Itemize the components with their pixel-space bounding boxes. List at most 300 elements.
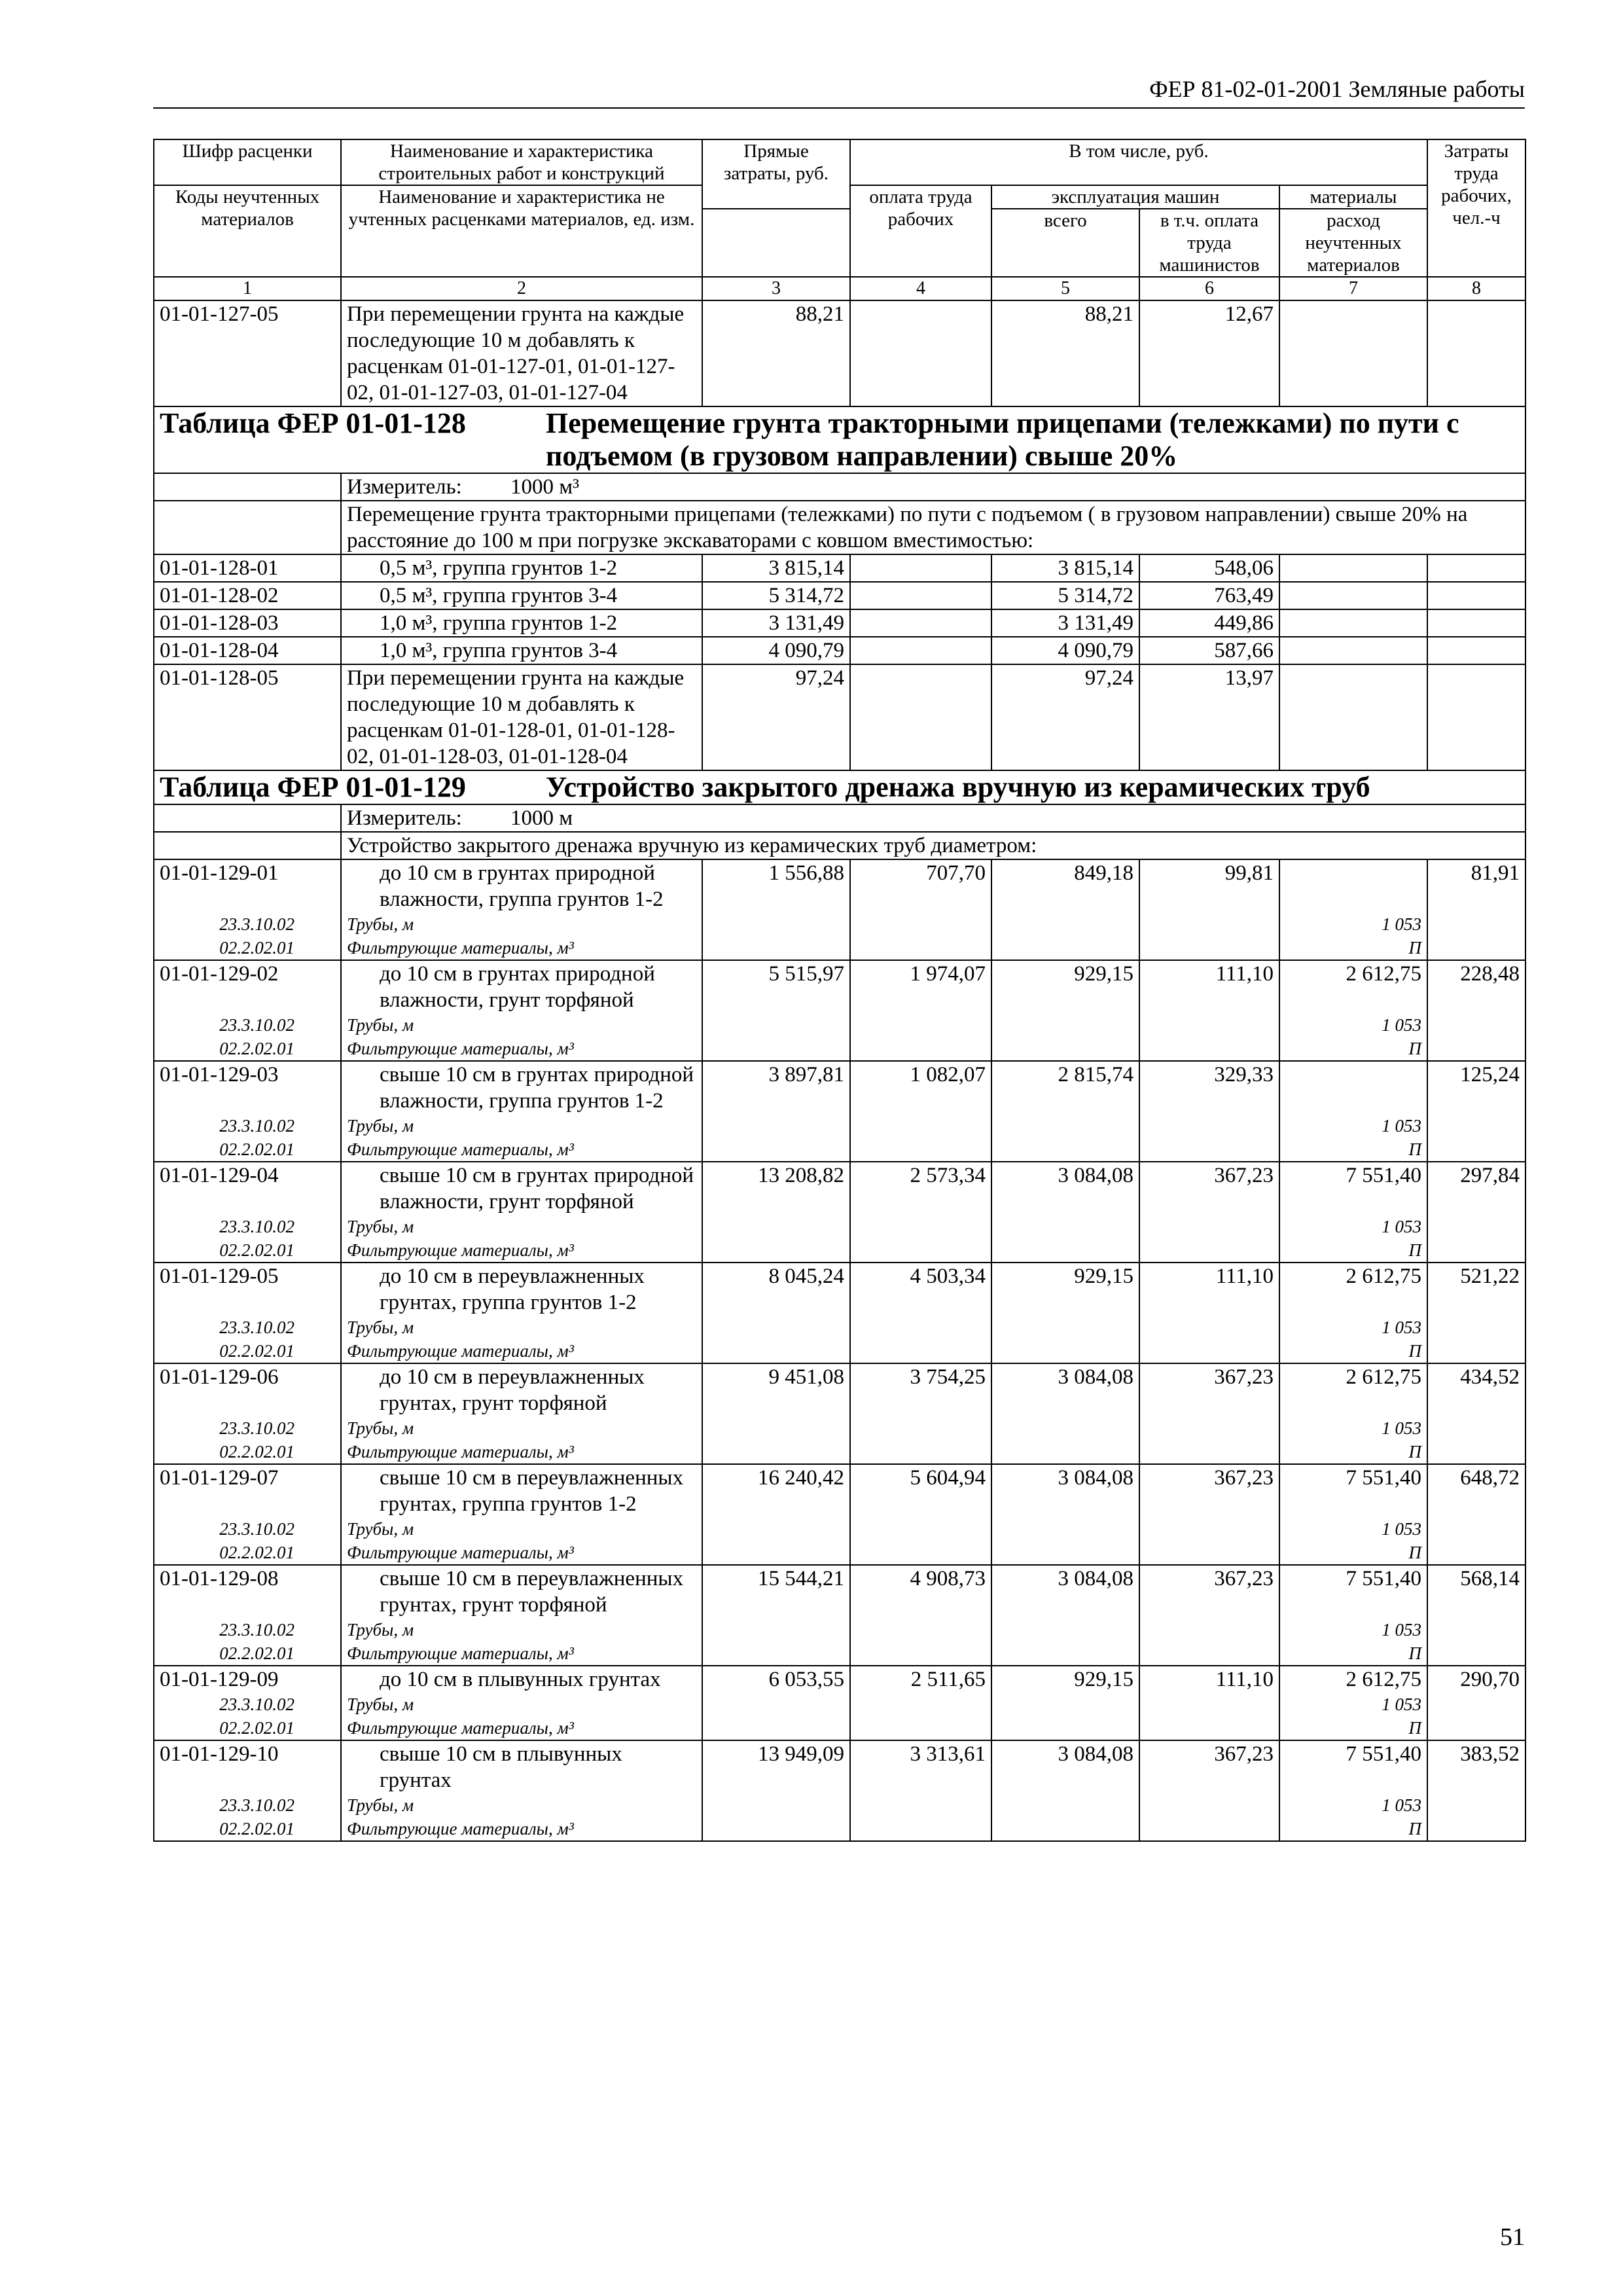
material-code: 02.2.02.01 [154,936,341,960]
rate-name: 0,5 м³, группа грунтов 1-2 [341,554,702,582]
materials-cost: 2 612,75 [1279,1666,1427,1693]
table-row [154,637,1525,664]
worker-pay [850,609,991,637]
material-code: 23.3.10.02 [154,1316,341,1339]
material-empty [702,1641,850,1666]
material-empty [1427,1215,1525,1238]
worker-pay: 707,70 [850,859,991,912]
rate-name: свыше 10 см в грунтах природной влажности, группа грунтов 1-2 [341,1061,702,1114]
header-work-name: Наименование и характеристика строительных работ и конструкций [341,139,702,185]
table-row [154,1363,1525,1416]
header-machines: эксплуатация машин [991,185,1279,209]
table-row [154,554,1525,582]
material-row [154,1416,1525,1440]
table-label: Таблица ФЕР 01-01-128 [160,407,466,439]
labor-hours: 383,52 [1427,1740,1525,1793]
material-row [154,1037,1525,1061]
material-empty [1427,936,1525,960]
material-row [154,1138,1525,1162]
rate-code: 01-01-129-04 [154,1162,341,1215]
materials-cost: 2 612,75 [1279,1363,1427,1416]
material-empty [702,1316,850,1339]
material-empty [1427,1114,1525,1138]
header-rate-code: Шифр расценки [154,139,341,185]
worker-pay [850,582,991,609]
material-name: Фильтрующие материалы, м³ [341,1817,702,1841]
direct-costs: 15 544,21 [702,1565,850,1618]
description-spacer [154,501,341,554]
header-operators-pay: в т.ч. оплата труда машинистов [1139,209,1279,277]
machines-total: 3 084,08 [991,1363,1139,1416]
material-quantity: П [1279,1238,1427,1263]
material-empty [1427,1793,1525,1817]
material-name: Фильтрующие материалы, м³ [341,1716,702,1740]
materials-cost [1279,554,1427,582]
material-quantity: П [1279,1641,1427,1666]
material-empty [1139,936,1279,960]
worker-pay [850,300,991,406]
material-empty [702,912,850,936]
material-name: Фильтрующие материалы, м³ [341,1238,702,1263]
direct-costs: 16 240,42 [702,1464,850,1517]
table-row [154,300,1525,406]
material-empty [702,1114,850,1138]
labor-hours: 125,24 [1427,1061,1525,1114]
material-empty [991,1541,1139,1565]
direct-costs: 3 131,49 [702,609,850,637]
material-empty [1139,1541,1279,1565]
material-row [154,1793,1525,1817]
material-name: Трубы, м [341,1416,702,1440]
measure-spacer [154,473,341,501]
rate-name: до 10 см в грунтах природной влажности, группа грунтов 1-2 [341,859,702,912]
material-empty [1427,1618,1525,1641]
table-title: Устройство закрытого дренажа вручную из керамических труб [546,771,1370,803]
column-number: 6 [1139,277,1279,300]
table-row [154,1740,1525,1793]
header-direct-costs: Прямые затраты, руб. [702,139,850,209]
page-header [153,73,1525,109]
material-row [154,1238,1525,1263]
direct-costs: 13 949,09 [702,1740,850,1793]
material-empty [991,1238,1139,1263]
section-title [154,770,1525,804]
worker-pay: 5 604,94 [850,1464,991,1517]
rate-code: 01-01-128-03 [154,609,341,637]
measure-row [154,473,1525,501]
labor-hours [1427,300,1525,406]
material-name: Трубы, м [341,1316,702,1339]
rate-code: 01-01-129-02 [154,960,341,1013]
rate-name: свыше 10 см в переувлажненных грунтах, грунт торфяной [341,1565,702,1618]
description-spacer [154,832,341,859]
material-empty [850,912,991,936]
materials-cost [1279,637,1427,664]
material-empty [850,1541,991,1565]
material-empty [702,1517,850,1541]
column-number: 2 [341,277,702,300]
material-empty [991,1114,1139,1138]
worker-pay: 2 573,34 [850,1162,991,1215]
material-row [154,1641,1525,1666]
rate-name: При перемещении грунта на каждые последующие 10 м добавлять к расценкам 01-01-127-01, 01-01-127-02, 01-01-127-03, 01-01-127-04 [341,300,702,406]
operators-pay: 12,67 [1139,300,1279,406]
material-empty [702,1693,850,1716]
rate-name: 1,0 м³, группа грунтов 3-4 [341,637,702,664]
material-name: Фильтрующие материалы, м³ [341,1641,702,1666]
material-code: 23.3.10.02 [154,1013,341,1037]
material-empty [1139,1013,1279,1037]
material-empty [991,1817,1139,1841]
worker-pay: 3 313,61 [850,1740,991,1793]
material-name: Трубы, м [341,1793,702,1817]
rate-name: свыше 10 см в грунтах природной влажности, грунт торфяной [341,1162,702,1215]
rate-code: 01-01-129-06 [154,1363,341,1416]
material-empty [1139,1693,1279,1716]
operators-pay: 548,06 [1139,554,1279,582]
material-quantity: П [1279,936,1427,960]
material-empty [1427,1339,1525,1363]
material-name: Трубы, м [341,1013,702,1037]
material-quantity: 1 053 [1279,1693,1427,1716]
material-empty [702,1440,850,1464]
materials-cost [1279,1061,1427,1114]
machines-total: 929,15 [991,960,1139,1013]
materials-cost: 7 551,40 [1279,1740,1427,1793]
material-name: Фильтрующие материалы, м³ [341,1138,702,1162]
material-empty [991,912,1139,936]
direct-costs: 6 053,55 [702,1666,850,1693]
material-empty [991,936,1139,960]
rate-code: 01-01-129-09 [154,1666,341,1693]
machines-total: 4 090,79 [991,637,1139,664]
table-title: Перемещение грунта тракторными прицепами (тележками) по пути с подъемом (в грузовом направлении) свыше 20% [546,407,1459,472]
materials-cost [1279,582,1427,609]
material-code: 02.2.02.01 [154,1339,341,1363]
operators-pay: 111,10 [1139,960,1279,1013]
material-empty [702,1793,850,1817]
material-empty [991,1215,1139,1238]
material-empty [1139,1641,1279,1666]
rate-name: 1,0 м³, группа грунтов 1-2 [341,609,702,637]
labor-hours: 81,91 [1427,859,1525,912]
material-empty [991,1339,1139,1363]
material-empty [991,1618,1139,1641]
machines-total: 929,15 [991,1666,1139,1693]
machines-total: 849,18 [991,859,1139,912]
material-empty [991,1793,1139,1817]
material-empty [1139,1215,1279,1238]
material-empty [850,1440,991,1464]
labor-hours [1427,554,1525,582]
material-empty [850,1693,991,1716]
material-row [154,1440,1525,1464]
material-empty [1139,1238,1279,1263]
material-name: Фильтрующие материалы, м³ [341,1541,702,1565]
material-empty [991,1641,1139,1666]
material-code: 02.2.02.01 [154,1817,341,1841]
table-row [154,1666,1525,1693]
labor-hours: 521,22 [1427,1263,1525,1316]
rate-code: 01-01-128-02 [154,582,341,609]
material-quantity: 1 053 [1279,1215,1427,1238]
material-code: 02.2.02.01 [154,1641,341,1666]
machines-total: 3 815,14 [991,554,1139,582]
rate-name: свыше 10 см в переувлажненных грунтах, группа грунтов 1-2 [341,1464,702,1517]
material-empty [1139,1138,1279,1162]
direct-costs: 9 451,08 [702,1363,850,1416]
header-labor-hours: Затраты труда рабочих, чел.-ч [1427,139,1525,277]
section-title-row [154,406,1525,473]
material-empty [1139,1440,1279,1464]
column-number: 4 [850,277,991,300]
material-quantity: 1 053 [1279,1618,1427,1641]
material-quantity: П [1279,1339,1427,1363]
materials-cost [1279,609,1427,637]
rate-code: 01-01-129-10 [154,1740,341,1793]
operators-pay: 449,86 [1139,609,1279,637]
material-empty [991,1517,1139,1541]
material-empty [1427,1641,1525,1666]
material-name: Фильтрующие материалы, м³ [341,1037,702,1061]
material-empty [1427,1037,1525,1061]
material-empty [1427,1238,1525,1263]
table-row [154,1061,1525,1114]
table-description: Устройство закрытого дренажа вручную из керамических труб диаметром: [341,832,1525,859]
material-row [154,1618,1525,1641]
measure-spacer [154,804,341,832]
worker-pay [850,637,991,664]
material-quantity: 1 053 [1279,912,1427,936]
material-empty [850,1238,991,1263]
material-code: 23.3.10.02 [154,1618,341,1641]
material-empty [991,1316,1139,1339]
rate-code: 01-01-129-08 [154,1565,341,1618]
material-code: 23.3.10.02 [154,1215,341,1238]
material-quantity: 1 053 [1279,1013,1427,1037]
labor-hours: 297,84 [1427,1162,1525,1215]
operators-pay: 99,81 [1139,859,1279,912]
column-number: 8 [1427,277,1525,300]
material-quantity: П [1279,1716,1427,1740]
measure-label: Измеритель: [347,475,462,499]
header-material-names: Наименование и характеристика не учтенных расценками материалов, ед. изм. [341,185,702,277]
material-code: 23.3.10.02 [154,1693,341,1716]
material-quantity: П [1279,1817,1427,1841]
materials-cost [1279,300,1427,406]
material-empty [702,1541,850,1565]
machines-total: 97,24 [991,664,1139,770]
material-empty [1427,1716,1525,1740]
material-empty [702,936,850,960]
direct-costs: 5 515,97 [702,960,850,1013]
material-empty [850,1618,991,1641]
material-row [154,1541,1525,1565]
rate-code: 01-01-129-07 [154,1464,341,1517]
material-empty [991,1440,1139,1464]
direct-costs: 4 090,79 [702,637,850,664]
material-row [154,1316,1525,1339]
material-empty [850,1641,991,1666]
labor-hours: 648,72 [1427,1464,1525,1517]
material-name: Трубы, м [341,1114,702,1138]
material-quantity: П [1279,1541,1427,1565]
rate-name: до 10 см в переувлажненных грунтах, грунт торфяной [341,1363,702,1416]
material-empty [702,1238,850,1263]
labor-hours: 434,52 [1427,1363,1525,1416]
material-code: 02.2.02.01 [154,1716,341,1740]
labor-hours [1427,637,1525,664]
materials-cost: 7 551,40 [1279,1565,1427,1618]
measure-value: 1000 м³ [510,475,580,499]
description-row [154,501,1525,554]
machines-total: 2 815,74 [991,1061,1139,1114]
material-empty [1427,912,1525,936]
table-row [154,1464,1525,1517]
material-code: 23.3.10.02 [154,1793,341,1817]
material-empty [850,1215,991,1238]
material-empty [702,1215,850,1238]
measure-value: 1000 м [510,806,573,830]
material-name: Трубы, м [341,912,702,936]
material-row [154,1013,1525,1037]
direct-costs: 3 815,14 [702,554,850,582]
table-row [154,1263,1525,1316]
material-empty [850,1793,991,1817]
material-empty [702,1716,850,1740]
material-code: 23.3.10.02 [154,1416,341,1440]
header-materials: материалы [1279,185,1427,209]
material-empty [1427,1440,1525,1464]
material-empty [1427,1138,1525,1162]
rate-code: 01-01-129-01 [154,859,341,912]
material-quantity: П [1279,1440,1427,1464]
labor-hours: 568,14 [1427,1565,1525,1618]
machines-total: 3 084,08 [991,1162,1139,1215]
rate-name: до 10 см в грунтах природной влажности, грунт торфяной [341,960,702,1013]
operators-pay: 13,97 [1139,664,1279,770]
labor-hours [1427,609,1525,637]
header-unaccounted-materials: расход неучтенных материалов [1279,209,1427,277]
table-row [154,609,1525,637]
material-code: 02.2.02.01 [154,1238,341,1263]
material-empty [1427,1416,1525,1440]
operators-pay: 111,10 [1139,1263,1279,1316]
worker-pay: 1 082,07 [850,1061,991,1114]
operators-pay: 367,23 [1139,1740,1279,1793]
material-quantity: 1 053 [1279,1114,1427,1138]
material-empty [991,1693,1139,1716]
material-empty [850,936,991,960]
machines-total: 3 084,08 [991,1740,1139,1793]
column-number: 1 [154,277,341,300]
material-row [154,1339,1525,1363]
machines-total: 3 084,08 [991,1565,1139,1618]
material-empty [702,1037,850,1061]
column-number: 7 [1279,277,1427,300]
materials-cost: 2 612,75 [1279,1263,1427,1316]
material-name: Фильтрующие материалы, м³ [341,936,702,960]
material-empty [1427,1013,1525,1037]
material-empty [702,1339,850,1363]
material-empty [991,1716,1139,1740]
description-row [154,832,1525,859]
materials-cost: 2 612,75 [1279,960,1427,1013]
material-quantity: П [1279,1138,1427,1162]
material-name: Трубы, м [341,1693,702,1716]
material-quantity: П [1279,1037,1427,1061]
rate-name: до 10 см в переувлажненных грунтах, группа грунтов 1-2 [341,1263,702,1316]
material-row [154,1693,1525,1716]
direct-costs: 5 314,72 [702,582,850,609]
material-empty [1139,1316,1279,1339]
material-empty [1427,1517,1525,1541]
measure-row [154,804,1525,832]
material-quantity: 1 053 [1279,1793,1427,1817]
machines-total: 3 084,08 [991,1464,1139,1517]
material-empty [850,1339,991,1363]
rate-code: 01-01-129-05 [154,1263,341,1316]
material-empty [1427,1316,1525,1339]
table-row [154,1162,1525,1215]
direct-costs: 97,24 [702,664,850,770]
operators-pay: 367,23 [1139,1363,1279,1416]
material-empty [1427,1693,1525,1716]
header-machines-total: всего [991,209,1139,277]
material-empty [1139,1114,1279,1138]
material-quantity: 1 053 [1279,1316,1427,1339]
material-code: 02.2.02.01 [154,1138,341,1162]
material-empty [1139,1817,1279,1841]
material-quantity: 1 053 [1279,1416,1427,1440]
machines-total: 88,21 [991,300,1139,406]
material-empty [850,1517,991,1541]
direct-costs: 8 045,24 [702,1263,850,1316]
table-row [154,859,1525,912]
material-row [154,1817,1525,1841]
machines-total: 5 314,72 [991,582,1139,609]
section-title [154,406,1525,473]
header-material-codes: Коды неучтенных материалов [154,185,341,277]
document-title: ФЕР 81-02-01-2001 Земляные работы [1149,76,1525,102]
worker-pay: 4 503,34 [850,1263,991,1316]
material-row [154,1215,1525,1238]
operators-pay: 367,23 [1139,1162,1279,1215]
page-number: 51 [1500,2223,1525,2251]
rates-table [153,139,1526,1842]
material-empty [702,1416,850,1440]
material-row [154,1716,1525,1740]
material-empty [850,1817,991,1841]
labor-hours: 228,48 [1427,960,1525,1013]
material-name: Фильтрующие материалы, м³ [341,1440,702,1464]
operators-pay: 367,23 [1139,1565,1279,1618]
worker-pay: 4 908,73 [850,1565,991,1618]
material-row [154,1517,1525,1541]
material-code: 23.3.10.02 [154,912,341,936]
material-empty [850,1114,991,1138]
materials-cost [1279,664,1427,770]
operators-pay: 111,10 [1139,1666,1279,1693]
material-empty [850,1416,991,1440]
material-empty [1427,1817,1525,1841]
rate-name: до 10 см в плывунных грунтах [341,1666,702,1693]
column-numbers-row [154,277,1525,300]
table-row [154,1565,1525,1618]
material-row [154,936,1525,960]
header-direct-costs-spacer [702,209,850,277]
table-label: Таблица ФЕР 01-01-129 [160,771,466,803]
